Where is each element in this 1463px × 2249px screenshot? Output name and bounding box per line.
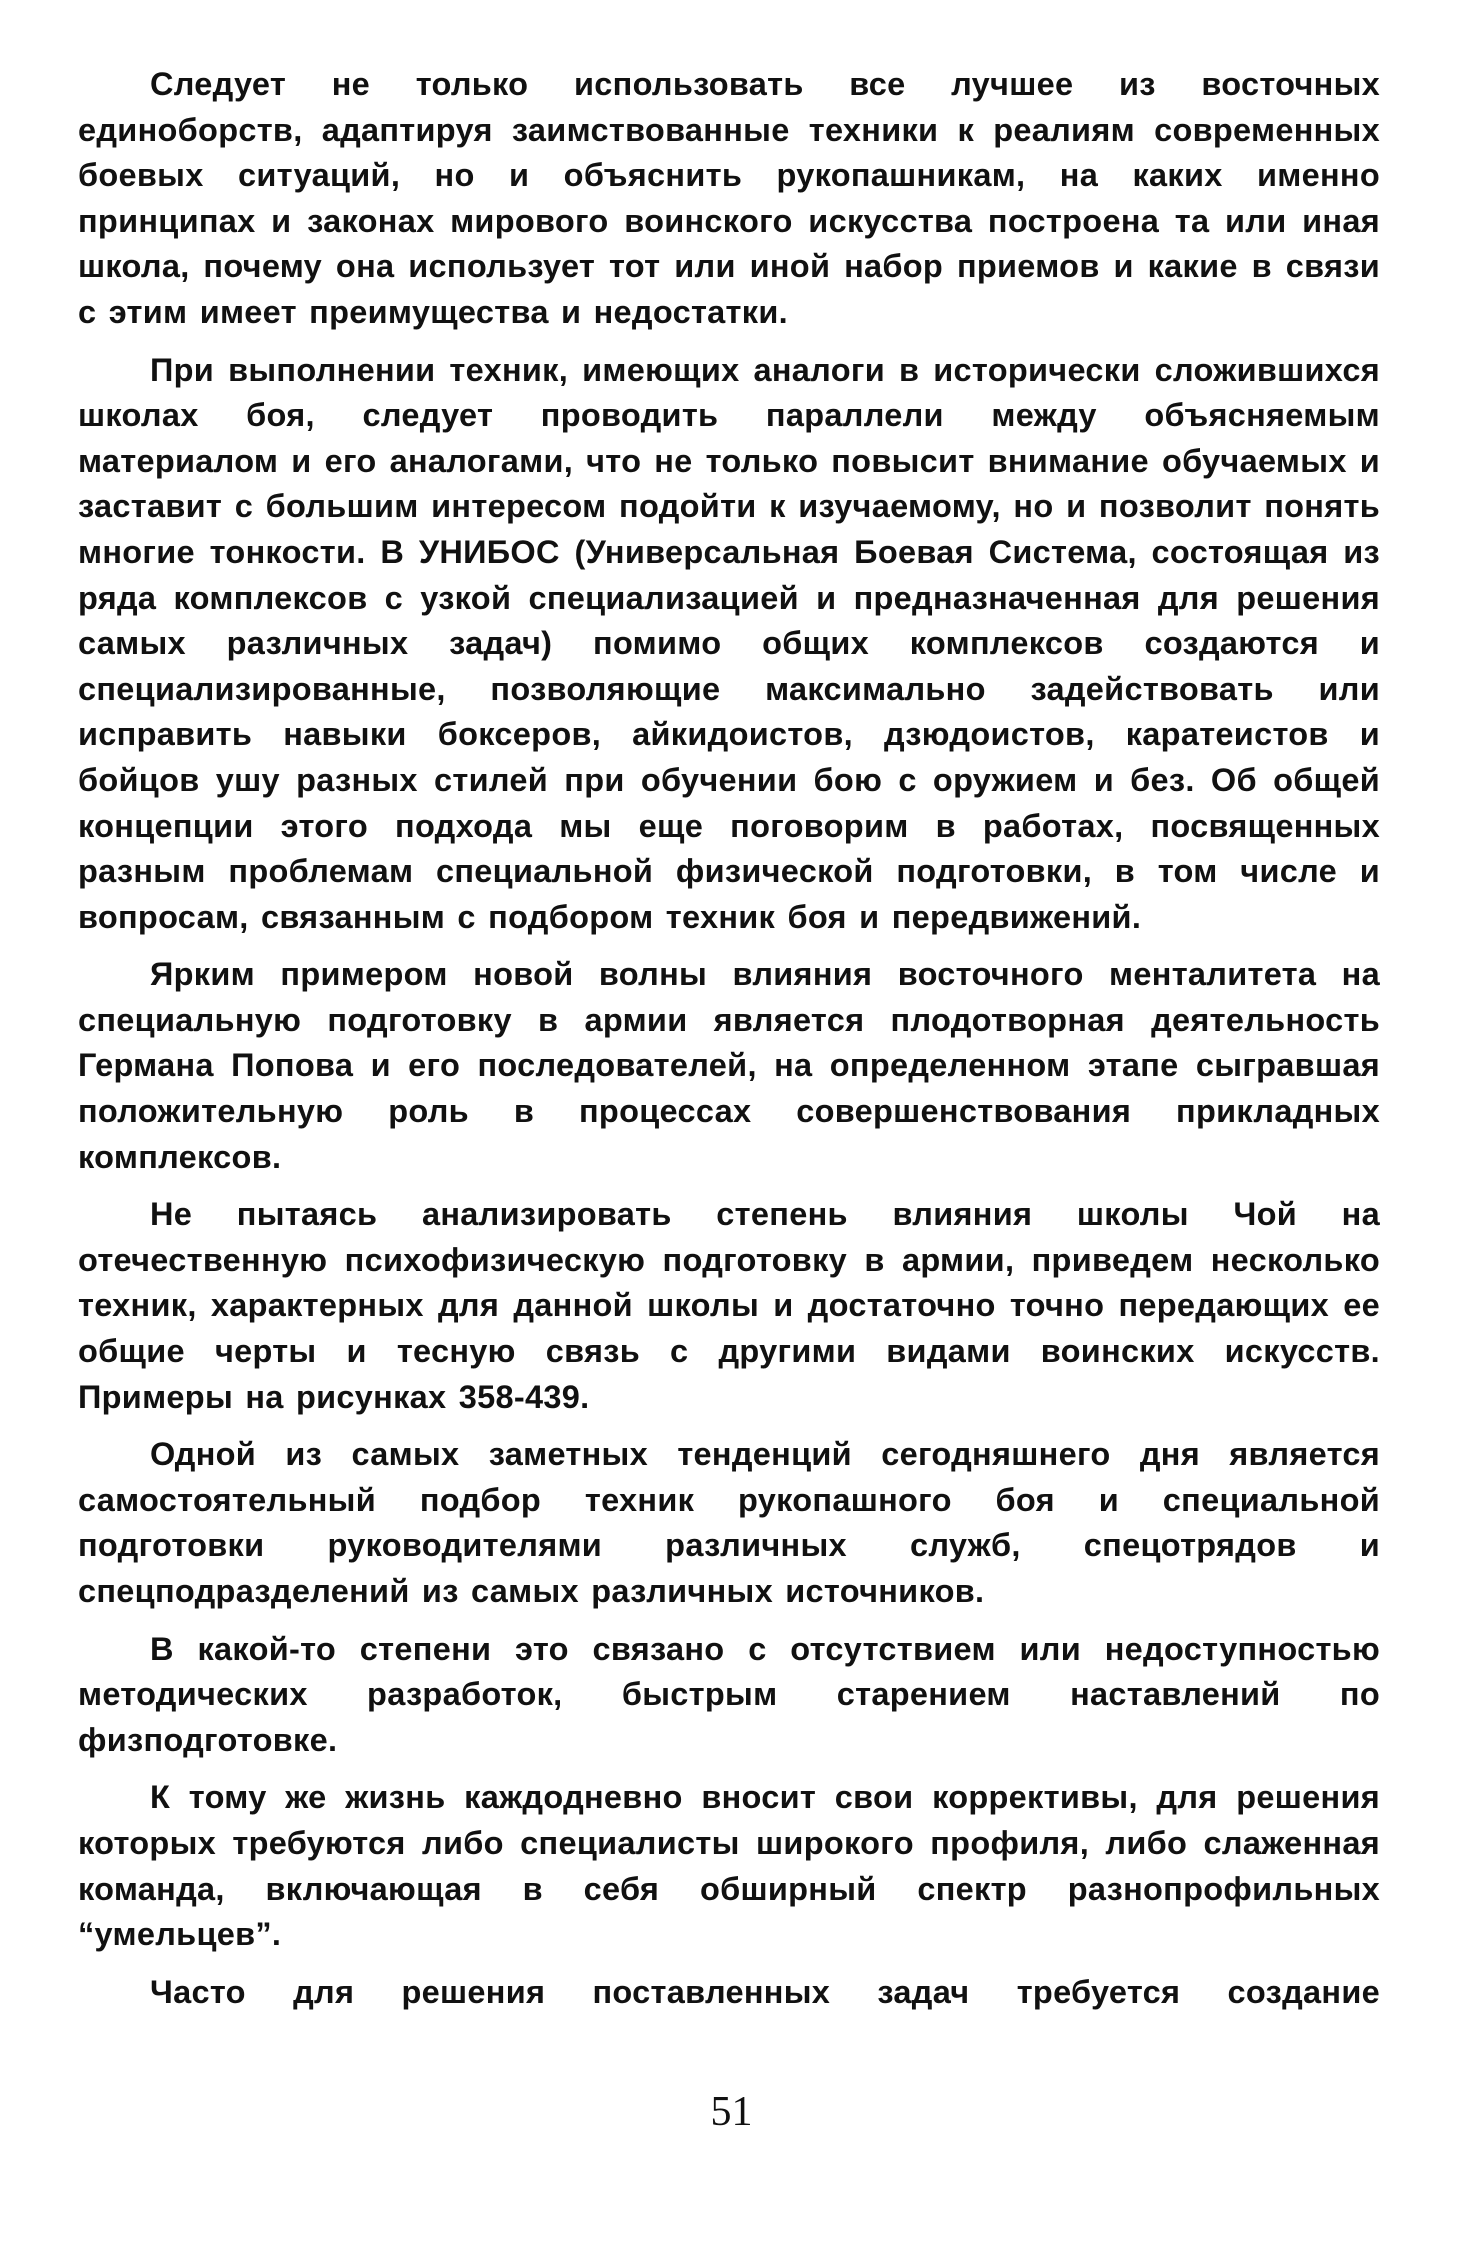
page-number: 51: [710, 2089, 753, 2135]
paragraph-1: Следует не только использовать все лучшее из восточных единоборств, адаптируя заимствованные техники к реалиям современных боевых ситуаций, но и объяснить рукопашникам, на каких именно принципах и законах мирового воинского искусства построена та или иная школа, почему она использует тот или иной набор приемов и какие в связи с этим имеет преимущества и недостатки.: [78, 66, 1380, 330]
paragraph-5: Одной из самых заметных тенденций сегодняшнего дня является самостоятельный подбор техник рукопашного боя и специальной подготовки руководителями различных служб, спецотрядов и спецподразделений из самых различных источников.: [78, 1436, 1380, 1609]
paragraph-7: К тому же жизнь каждодневно вносит свои коррективы, для решения которых требуются либо специалисты широкого профиля, либо слаженная команда, включающая в себя обширный спектр разнопрофильных “умельцев”.: [78, 1779, 1380, 1953]
paragraph-8: Часто для решения поставленных задач требуется создание: [150, 1973, 1380, 2010]
paragraph-2: При выполнении техник, имеющих аналоги в исторически сложившихся школах боя, следует проводить параллели между объясняемым материалом и его аналогами, что не только повысит внимание обучаемых и заставит с большим интересом подойти к изучаемому, но и позволит понять многие тонкости. В УНИБОС (Универсальная Боевая Система, состоящая из ряда комплексов с узкой специализацией и предназначенная для решения самых различных задач) помимо общих комплексов создаются и специализированные, позволяющие максимально задействовать или исправить навыки боксеров, айкидоистов, дзюдоистов, каратеистов и бойцов ушу разных стилей при обучении бою с оружием и без. Об общей концепции этого подхода мы еще поговорим в работах, посвященных разным проблемам специальной физической подготовки, в том числе и вопросам, связанным с подбором техник боя и передвижений.: [78, 351, 1380, 935]
page-body: [78, 62, 1380, 2015]
paragraph-6: В какой-то степени это связано с отсутствием или недоступностью методических разработок, быстрым старением наставлений по физподготовке.: [78, 1630, 1380, 1758]
paragraph-4: Не пытаясь анализировать степень влияния школы Чой на отечественную психофизическую подготовку в армии, приведем несколько техник, характерных для данной школы и достаточно точно передающих ее общие черты и тесную связь с другими видами воинских искусств. Примеры на рисунках 358-439.: [78, 1196, 1380, 1415]
paragraph-3: Ярким примером новой волны влияния восточного менталитета на специальную подготовку в армии является плодотворная деятельность Германа Попова и его последователей, на определенном этапе сыгравшая положительную роль в процессах совершенствования прикладных комплексов.: [78, 956, 1380, 1175]
